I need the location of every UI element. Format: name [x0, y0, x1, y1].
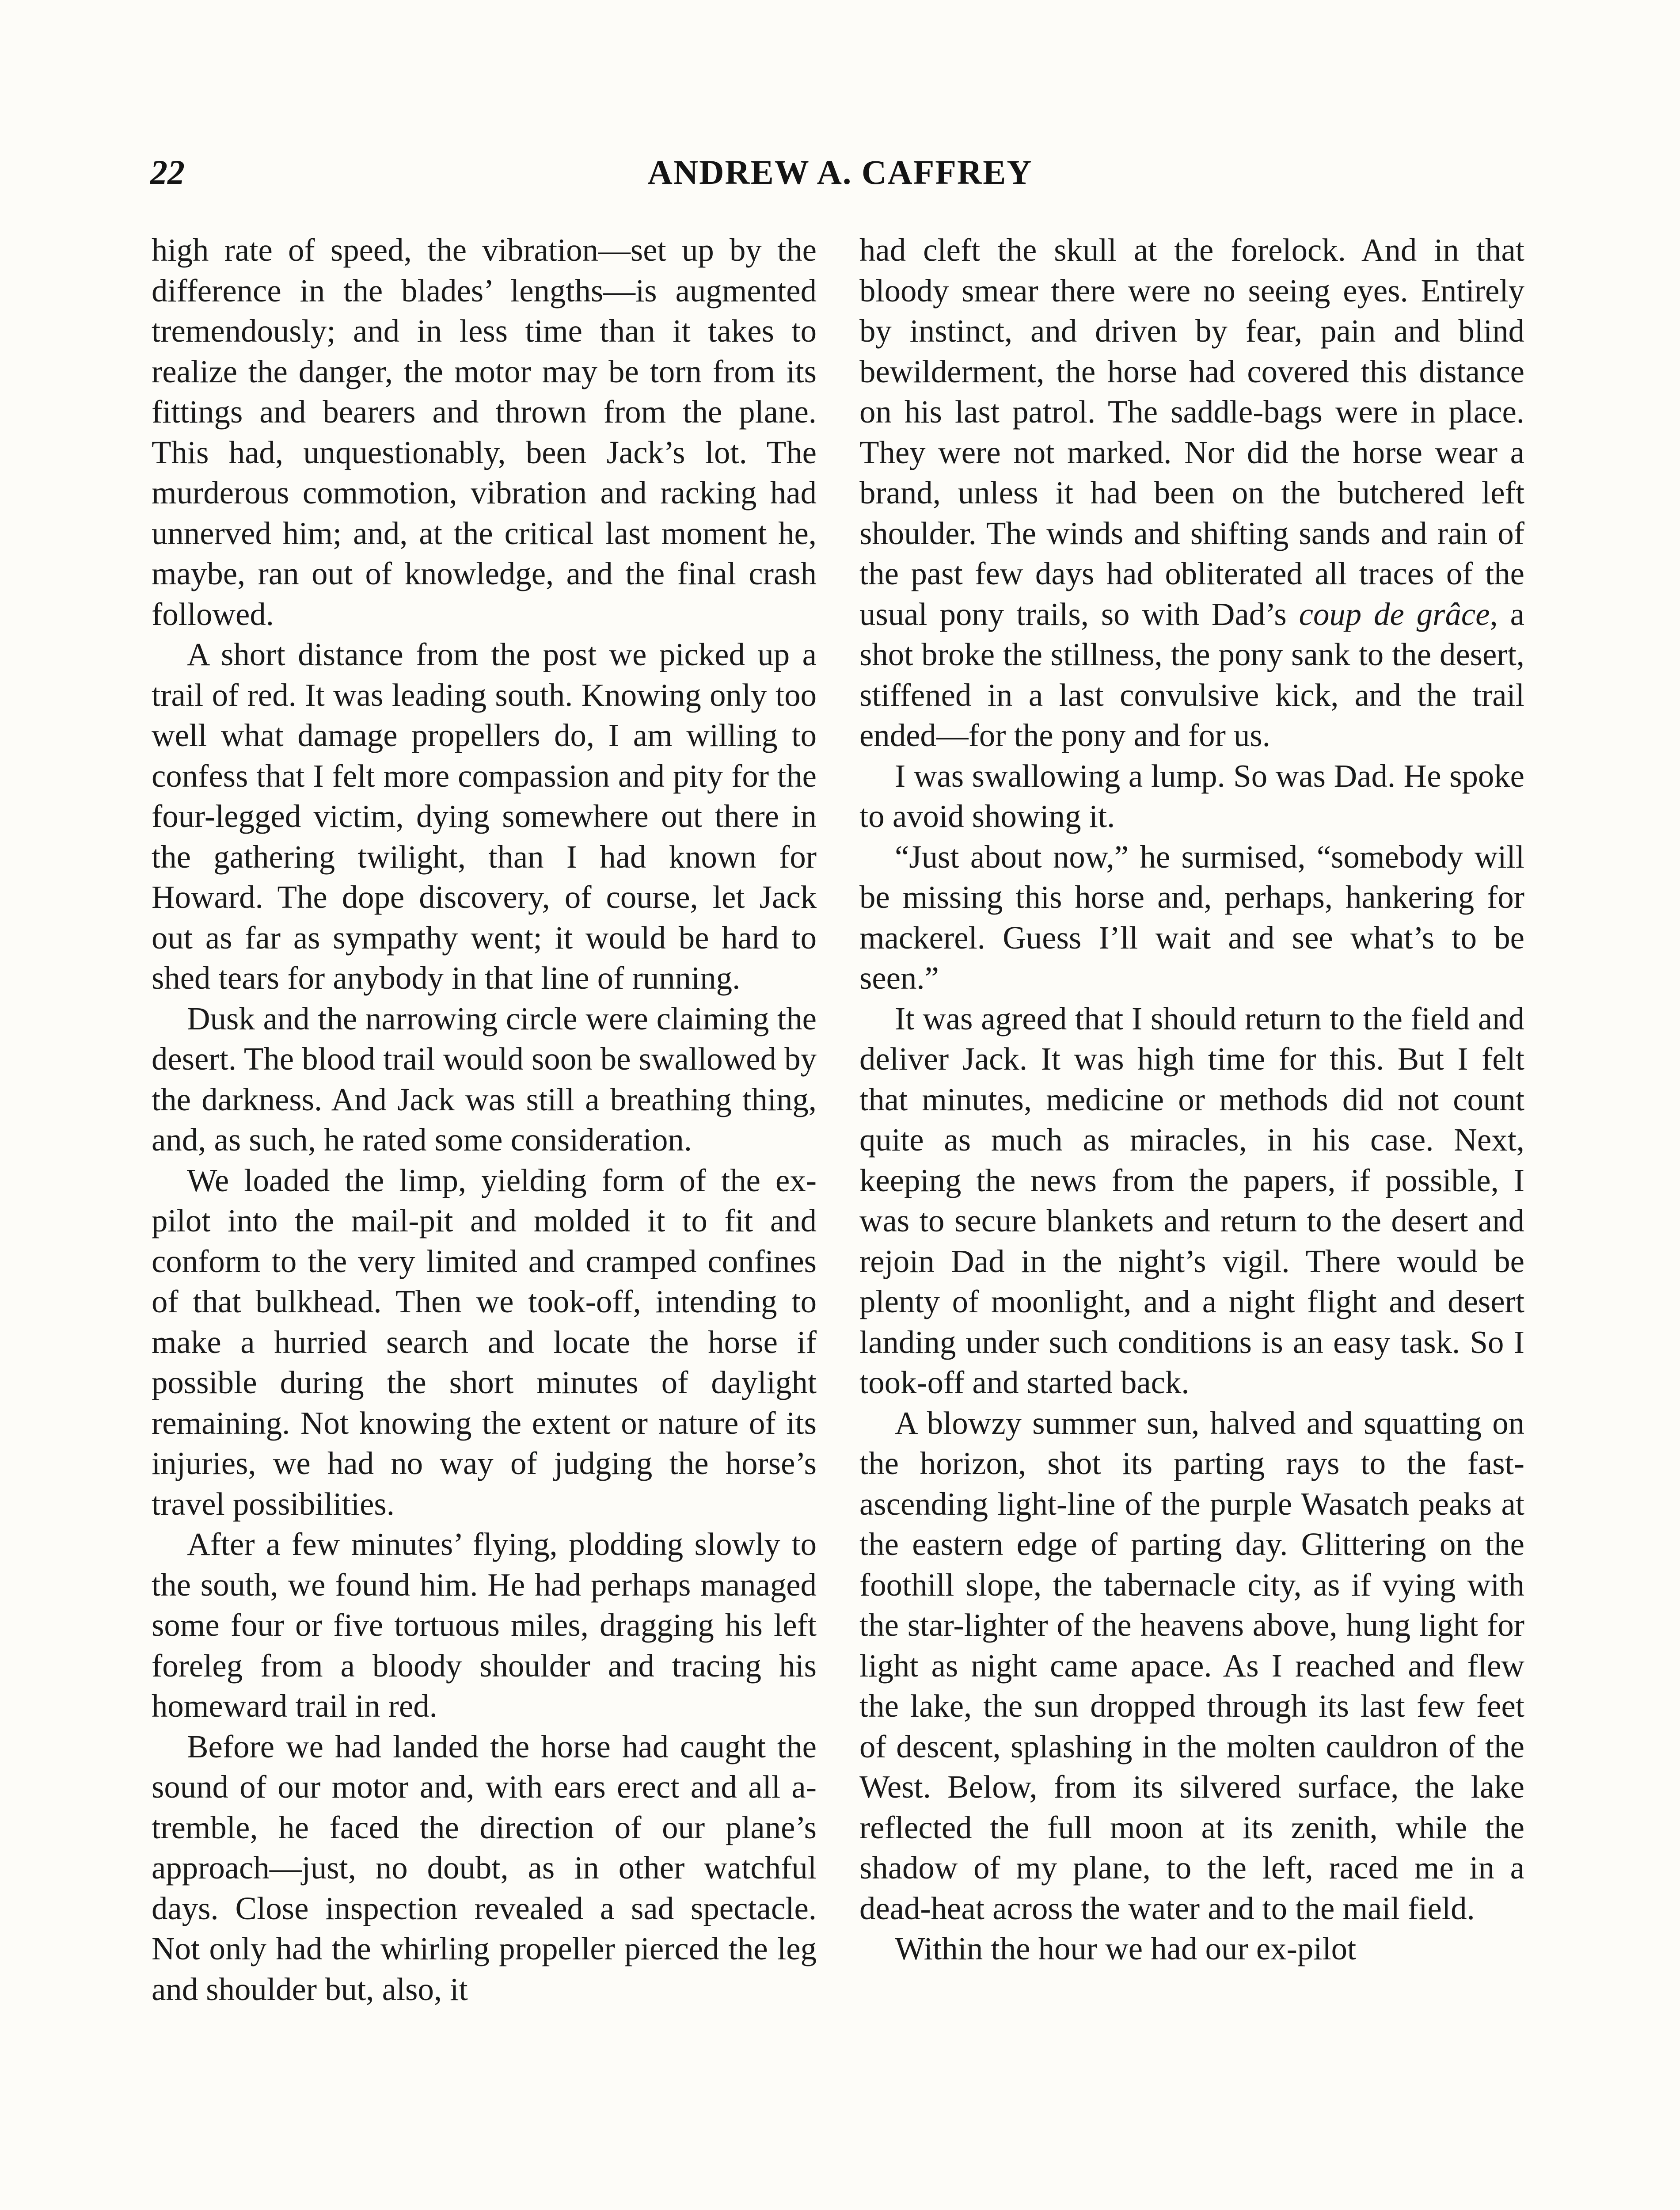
- paragraph-text: , a shot broke the stillness, the pony sank to the desert, stiffened in a last convulsive kick, and the trail ended—for the pony and for us.: [859, 596, 1524, 753]
- paragraph: Before we had landed the horse had caught the sound of our motor and, with ears erect and all a-tremble, he faced the direction of our plane’s approach—just, no doubt, as in other watchful days. Close inspection revealed a sad spectacle. Not only had the whirling propeller pierced the leg and shoulder but, also, it: [152, 1728, 817, 2007]
- page-header: [150, 146, 1530, 199]
- paragraph: A short distance from the post we picked up a trail of red. It was leading south. Knowing only too well what damage propellers do, I am willing to confess that I felt more compassion and pity for the four-legged victim, dying somewhere out there in the gathering twilight, than I had known for Howard. The dope discovery, of course, let Jack out as far as sympathy went; it would be hard to shed tears for anybody in that line of running.: [152, 636, 817, 996]
- paragraph: Within the hour we had our ex-pilot: [895, 1931, 1357, 1966]
- paragraph: We loaded the limp, yielding form of the ex-pilot into the mail-pit and molded it to fit and conform to the very limited and cramped confines of that bulkhead. Then we took-off, intending to make a hurried search and locate the horse if possible during the short minutes of daylight remaining. Not knowing the extent or nature of its injuries, we had no way of judging the horse’s travel possibilities.: [152, 1162, 817, 1522]
- paragraph: [859, 230, 1524, 756]
- paragraph: A blowzy summer sun, halved and squatting on the horizon, shot its parting rays to the fast-ascending light-line of the purple Wasatch peaks at the eastern edge of parting day. Glittering on the foothill slope, the tabernacle city, as if vying with the star-lighter of the heavens above, hung light for light as night came apace. As I reached and flew the lake, the sun dropped through its last few feet of descent, splashing in the molten cauldron of the West. Below, from its silvered surface, the lake reflected the full moon at its zenith, while the shadow of my plane, to the left, raced me in a dead-heat across the water and to the mail field.: [859, 1405, 1524, 1926]
- paragraph: “Just about now,” he surmised, “somebody will be missing this horse and, perhaps, hankering for mackerel. Guess I’ll wait and see what’s to be seen.”: [859, 838, 1524, 996]
- page-number: 22: [150, 153, 185, 191]
- paragraph: high rate of speed, the vibration—set up by the difference in the blades’ lengths—is augmented tremendously; and in less time than it takes to realize the danger, the motor may be torn from its fittings and bearers and thrown from the plane. This had, unquestionably, been Jack’s lot. The murderous commotion, vibration and racking had unnerved him; and, at the critical last moment he, maybe, ran out of knowledge, and the final crash followed.: [152, 232, 817, 632]
- paragraph: I was swallowing a lump. So was Dad. He spoke to avoid showing it.: [859, 758, 1524, 834]
- left-column: [152, 230, 817, 2009]
- running-head: ANDREW A. CAFFREY: [647, 153, 1033, 191]
- italic-phrase: coup de grâce: [1299, 596, 1490, 632]
- paragraph: It was agreed that I should return to the field and deliver Jack. It was high time for this. But I felt that minutes, medicine or methods did not count quite as much as miracles, in his case. Next, keeping the news from the papers, if possible, I was to secure blankets and return to the desert and rejoin Dad in the night’s vigil. There would be plenty of moonlight, and a night flight and desert landing under such conditions is an easy task. So I took-off and started back.: [859, 1000, 1524, 1400]
- right-column: [859, 230, 1524, 1969]
- paragraph: After a few minutes’ flying, plodding slowly to the south, we found him. He had perhaps managed some four or five tortuous miles, dragging his left foreleg from a bloody shoulder and tracing his homeward trail in red.: [152, 1526, 817, 1724]
- paragraph: Dusk and the narrowing circle were claiming the desert. The blood trail would soon be swallowed by the darkness. And Jack was still a breathing thing, and, as such, he rated some consideration.: [152, 1000, 817, 1158]
- paragraph-text: had cleft the skull at the forelock. And in that bloody smear there were no seeing eyes. Entirely by instinct, and driven by fear, pain and blind bewilderment, the horse had covered this distance on his last patrol. The saddle-bags were in place. They were not marked. Nor did the horse wear a brand, unless it had been on the butchered left shoulder. The winds and shifting sands and rain of the past few days had obliterated all traces of the usual pony trails, so with Dad’s: [859, 232, 1524, 632]
